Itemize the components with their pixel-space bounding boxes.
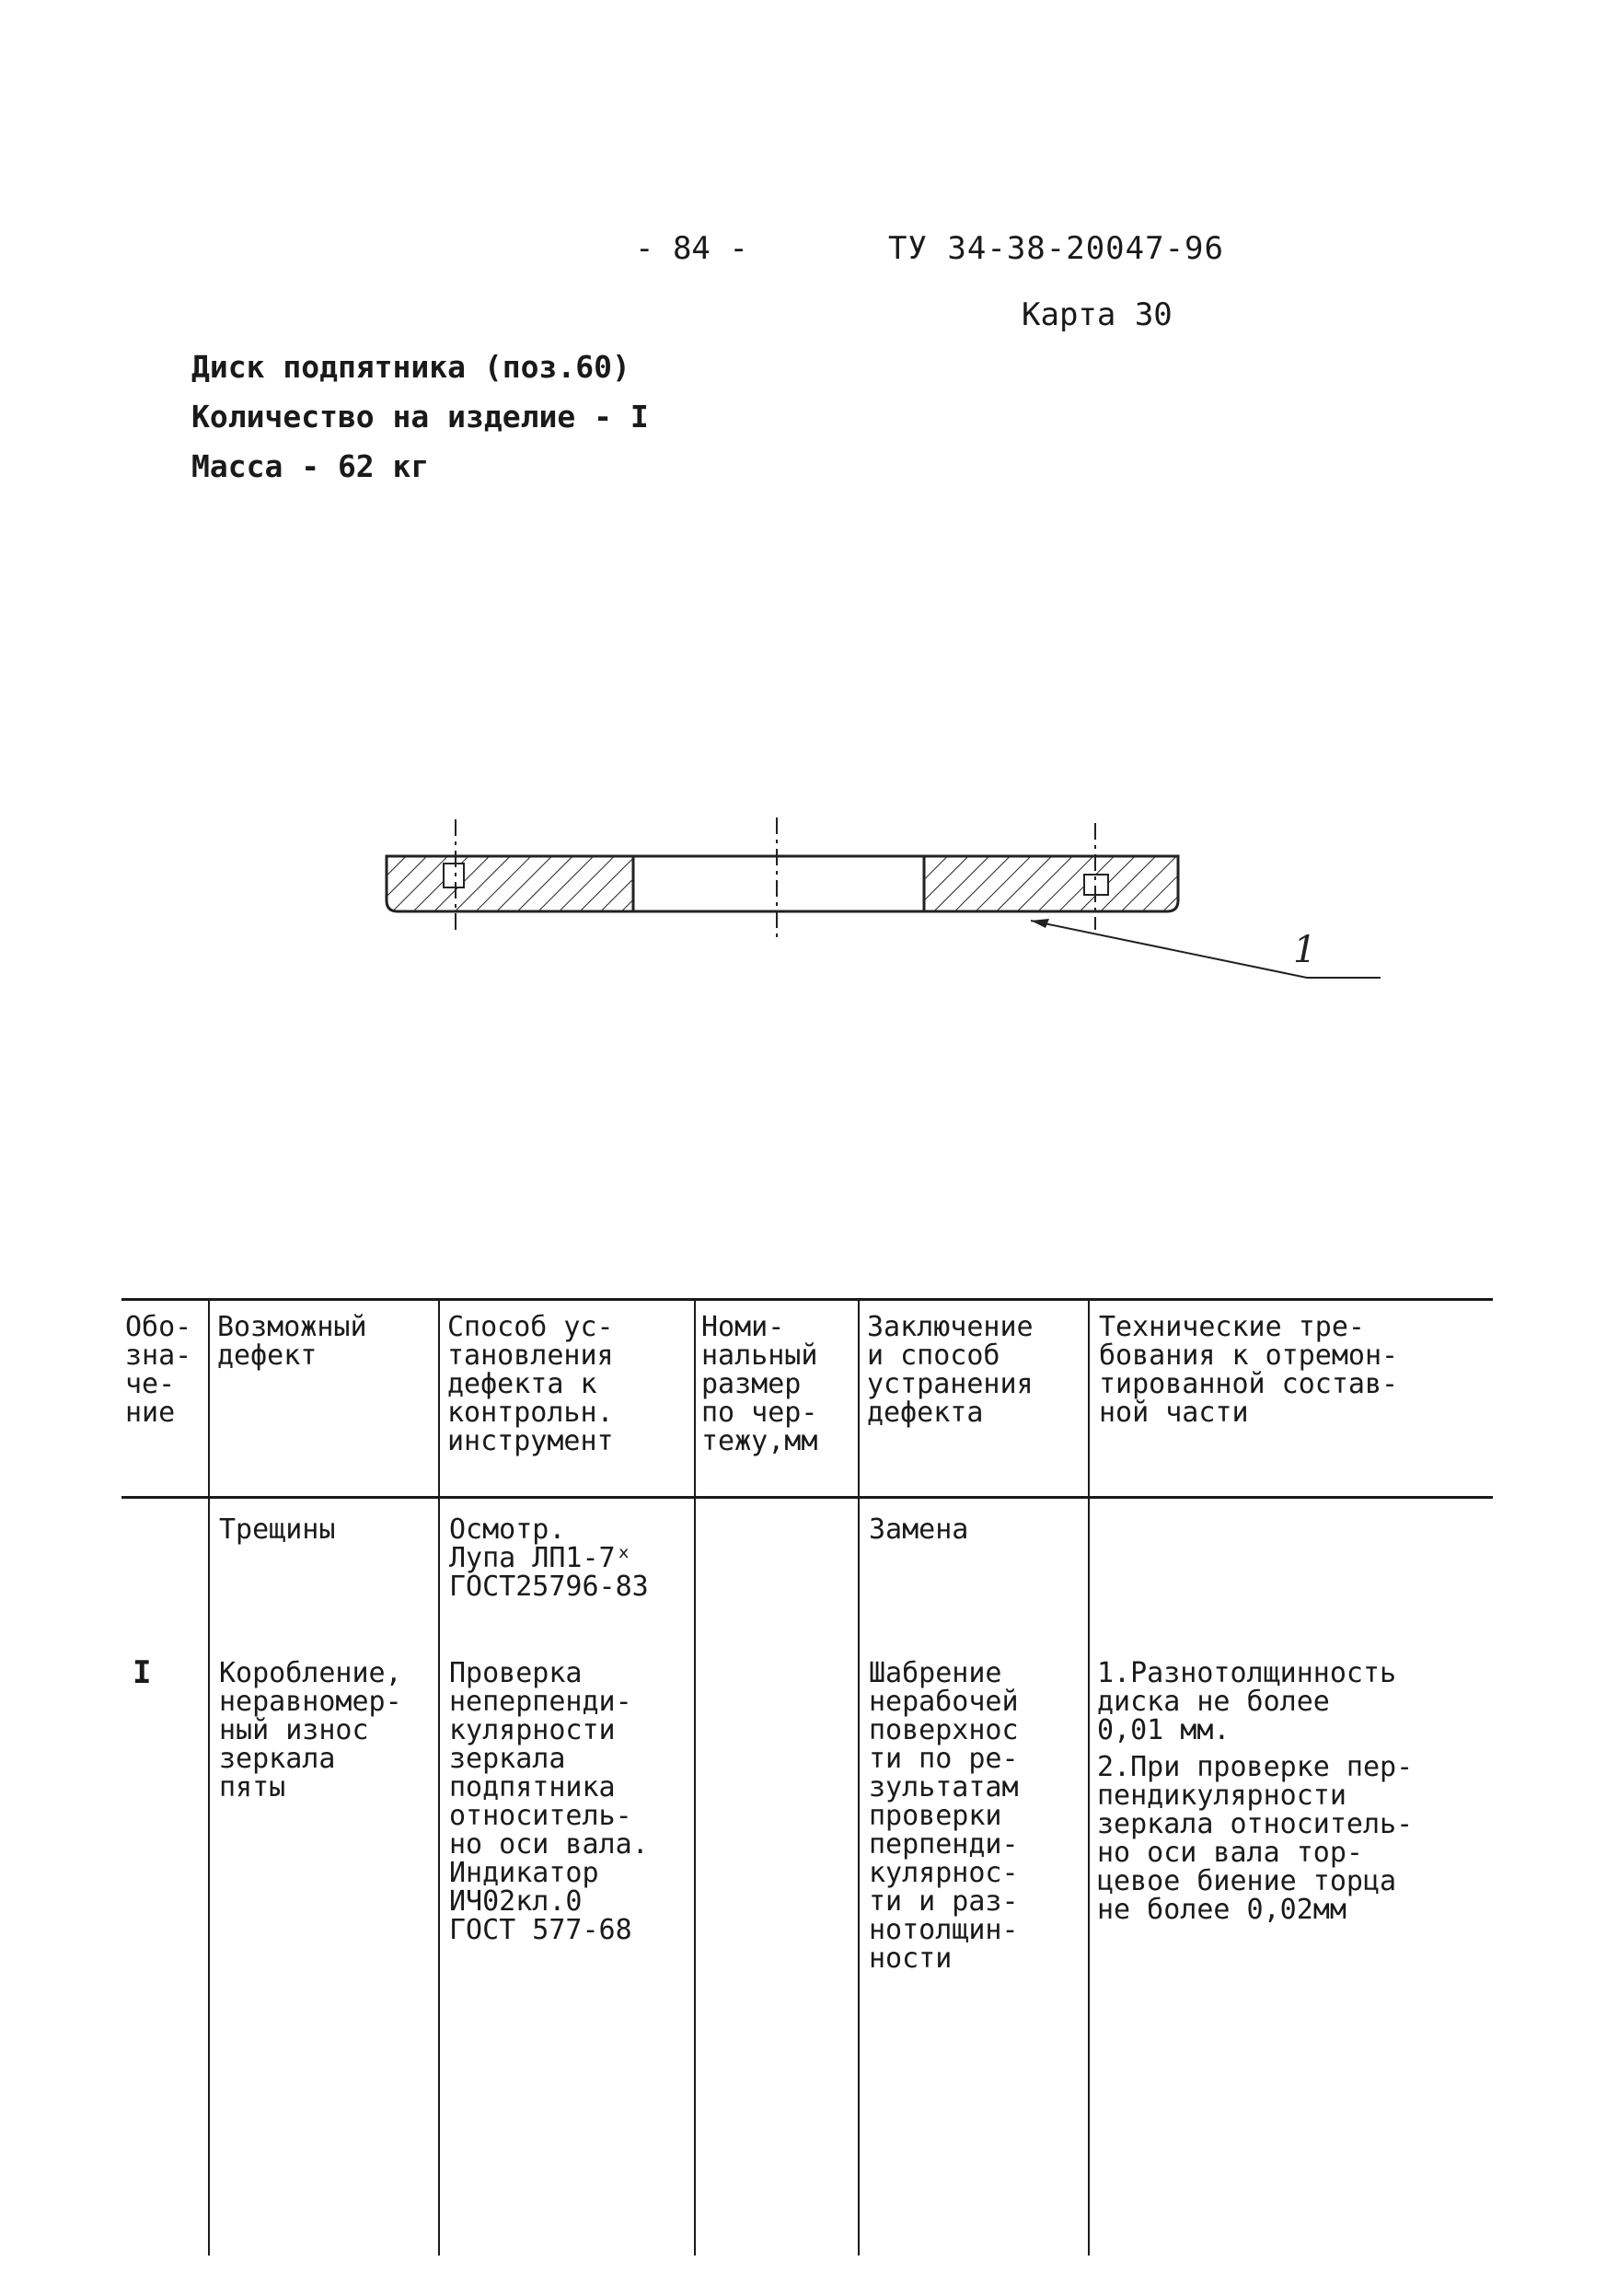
defect-table: [121, 1298, 1493, 2255]
document-code: ТУ 34-38-20047-96: [888, 230, 1224, 267]
callout-label: 1: [1293, 929, 1317, 971]
header-defect: Возможный дефект: [217, 1311, 367, 1372]
row2-method: Проверка неперпенди- кулярности зеркала подпятника относитель- но оси вала. Индикатор ИЧ02кл.0 ГОСТ 577-68: [449, 1657, 649, 1946]
col-divider-5: [1088, 1298, 1090, 2255]
row2-requirement-1: 1.Разнотолщинность диска не более 0,01 мм.: [1097, 1657, 1397, 1746]
row1-method: Осмотр. Лупа ЛП1-7ˣ ГОСТ25796-83: [449, 1513, 649, 1603]
col-divider-4: [858, 1298, 860, 2255]
header-method: Способ ус- тановления дефекта к контрольн. инструмент: [447, 1311, 614, 1457]
header-designation: Обо- зна- че- ние: [125, 1311, 192, 1429]
table-top-border: [121, 1298, 1493, 1301]
header-nominal-size: Номи- нальный размер по чер- тежу,мм: [701, 1311, 818, 1457]
row2-defect: Коробление, неравномер- ный износ зеркала пяты: [219, 1657, 402, 1803]
leader-line: [1031, 919, 1381, 978]
col-divider-3: [694, 1298, 696, 2255]
header-requirements: Технические тре- бования к отремон- тированной состав- ной части: [1099, 1311, 1399, 1429]
part-mass: Масса - 62 кг: [191, 448, 430, 484]
col-divider-2: [438, 1298, 440, 2255]
row1-defect: Трещины: [219, 1513, 336, 1546]
table-header-border: [121, 1496, 1493, 1499]
page-number: - 84 -: [635, 230, 748, 267]
part-quantity: Количество на изделие - I: [191, 399, 649, 435]
col-divider-1: [208, 1298, 210, 2255]
row1-conclusion: Замена: [869, 1513, 969, 1546]
row2-designation: I: [133, 1654, 152, 1691]
disc-section-drawing: [368, 810, 1399, 1013]
part-name: Диск подпятника (поз.60): [191, 349, 630, 385]
disc-body: [387, 856, 1178, 911]
card-label: Карта 30: [1022, 296, 1173, 333]
part-info: [191, 342, 649, 492]
row2-requirement-2: 2.При проверке пер- пендикулярности зеркала относитель- но оси вала тор- цевое биение торца не более 0,02мм: [1097, 1751, 1414, 1926]
header-conclusion: Заключение и способ устранения дефекта: [867, 1311, 1034, 1429]
row2-conclusion: Шабрение нерабочей поверхнос ти по ре- зультатам проверки перпенди- кулярнос- ти и раз- нотолщин- ности: [869, 1657, 1019, 1975]
